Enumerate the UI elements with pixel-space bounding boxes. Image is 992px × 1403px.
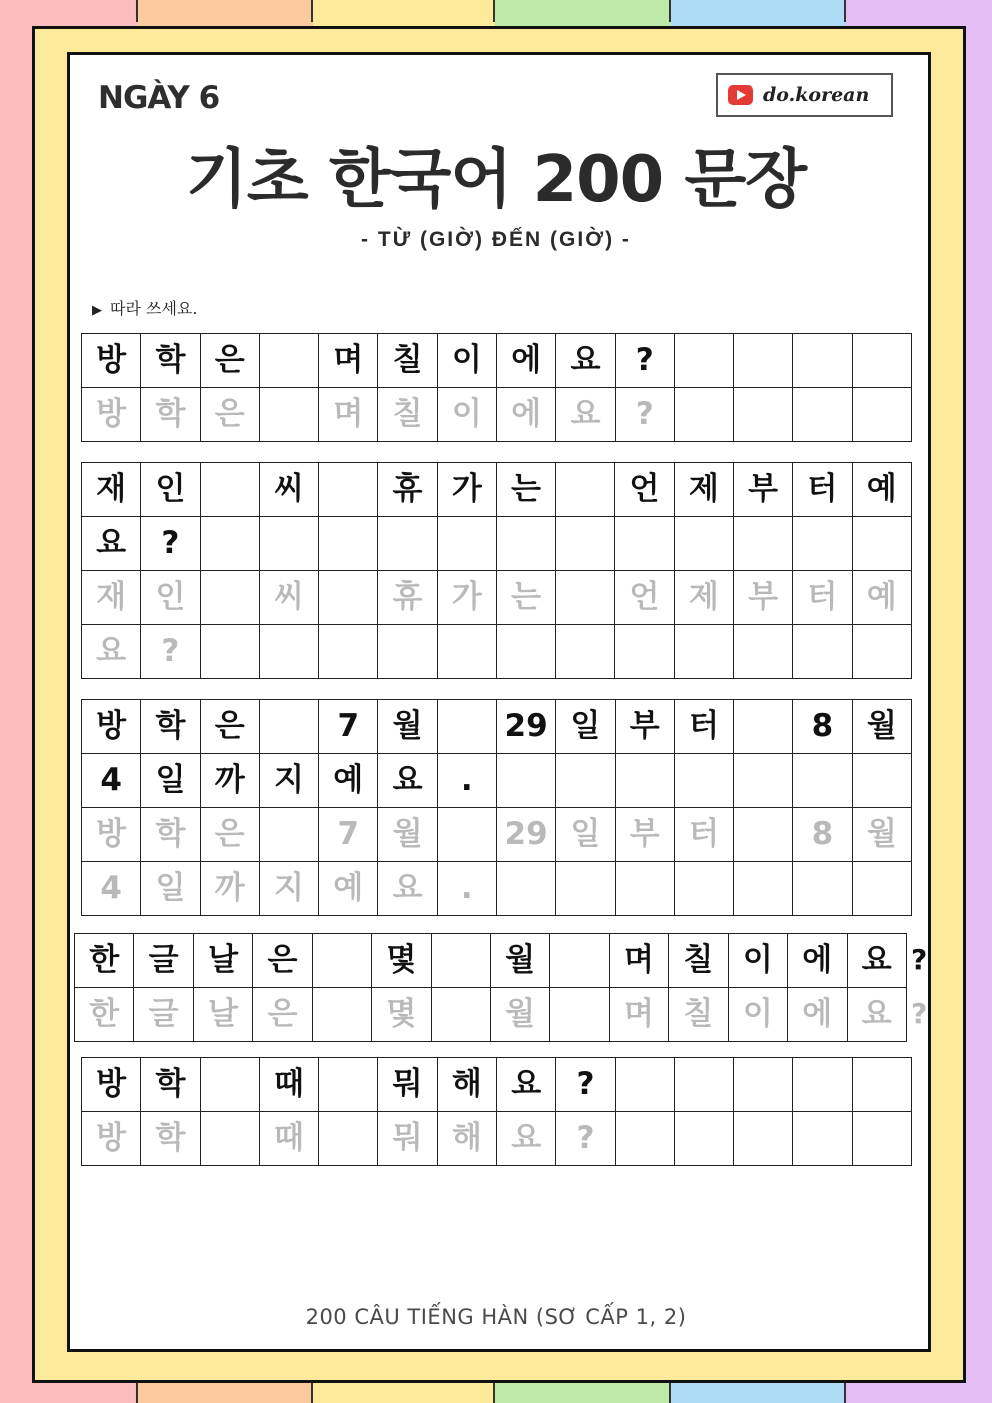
grid-cell[interactable]	[793, 1058, 852, 1112]
grid-cell[interactable]: 언	[615, 571, 674, 625]
grid-cell[interactable]	[733, 625, 792, 679]
grid-cell[interactable]: 요	[556, 388, 615, 442]
page-title: 기초 한국어 200 문장	[185, 143, 807, 217]
grid-cell[interactable]: 는	[496, 571, 555, 625]
grid-cell[interactable]: ?	[141, 625, 200, 679]
overflow-mark: ?	[911, 943, 928, 976]
grid-cell[interactable]: 4	[82, 862, 141, 916]
grid-cell[interactable]	[496, 625, 555, 679]
grid-cell[interactable]: 터	[674, 808, 733, 862]
grid-cell[interactable]: 부	[615, 808, 674, 862]
grid-cell[interactable]: 월	[378, 808, 437, 862]
grid-cell[interactable]: 요	[556, 334, 615, 388]
grid-cell[interactable]: 은	[200, 808, 259, 862]
grid-cell[interactable]	[734, 334, 793, 388]
grid-cell[interactable]: 씨	[259, 571, 318, 625]
grid-cell[interactable]: 29	[496, 808, 555, 862]
grid-cell[interactable]: 해	[437, 1112, 496, 1166]
grid-cell[interactable]	[550, 934, 609, 988]
grid-cell[interactable]: 29	[496, 700, 555, 754]
grid-cell[interactable]: 는	[496, 463, 555, 517]
grid-cell[interactable]	[674, 388, 733, 442]
grid-cell[interactable]: 에	[497, 334, 556, 388]
grid-cell[interactable]: 재	[82, 571, 141, 625]
grid-cell[interactable]: 요	[82, 517, 141, 571]
grid-cell[interactable]	[674, 754, 733, 808]
grid-cell[interactable]	[615, 862, 674, 916]
grid-cell[interactable]	[734, 1058, 793, 1112]
grid-cell[interactable]	[852, 754, 911, 808]
grid-cell[interactable]: 은	[200, 334, 259, 388]
grid-cell[interactable]	[200, 625, 259, 679]
grid-cell[interactable]: 은	[200, 388, 259, 442]
trace-row	[75, 988, 907, 1042]
channel-name: do.korean	[763, 84, 870, 106]
grid-cell[interactable]: 이	[728, 934, 787, 988]
grid-cell[interactable]: 재	[82, 463, 141, 517]
grid-cell[interactable]	[259, 808, 318, 862]
grid-cell[interactable]: 일	[141, 862, 200, 916]
grid-cell[interactable]: 며	[609, 988, 668, 1042]
grid-cell[interactable]	[556, 625, 615, 679]
grid-cell[interactable]	[733, 517, 792, 571]
grid-cell[interactable]: 월	[490, 934, 549, 988]
grid-cell[interactable]	[852, 862, 911, 916]
day-label: NGÀY 6	[98, 80, 220, 116]
model-row	[82, 334, 912, 388]
trace-row	[82, 808, 912, 862]
grid-cell[interactable]	[437, 625, 496, 679]
grid-cell[interactable]: 뭐	[378, 1058, 437, 1112]
grid-cell[interactable]	[200, 517, 259, 571]
grid-cell[interactable]: 글	[134, 934, 193, 988]
grid-cell[interactable]: 학	[141, 700, 200, 754]
grid-cell[interactable]	[852, 1112, 911, 1166]
grid-cell[interactable]	[734, 808, 793, 862]
grid-cell[interactable]	[793, 334, 852, 388]
grid-cell[interactable]: 에	[788, 934, 847, 988]
grid-cell[interactable]	[674, 517, 733, 571]
grid-cell[interactable]: 예	[852, 571, 911, 625]
grid-cell[interactable]	[674, 1112, 733, 1166]
grid-cell[interactable]	[734, 388, 793, 442]
grid-cell[interactable]	[615, 754, 674, 808]
grid-cell[interactable]: 부	[733, 463, 792, 517]
grid-cell[interactable]: 월	[852, 808, 911, 862]
grid-cell[interactable]	[852, 625, 911, 679]
grid-cell[interactable]	[431, 988, 490, 1042]
grid-cell[interactable]: 인	[141, 571, 200, 625]
grid-cell[interactable]	[431, 934, 490, 988]
grid-cell[interactable]: 일	[556, 700, 615, 754]
grid-cell[interactable]	[496, 517, 555, 571]
grid-cell[interactable]: 요	[82, 625, 141, 679]
grid-cell[interactable]	[319, 1112, 378, 1166]
grid-cell[interactable]: .	[437, 754, 496, 808]
grid-cell[interactable]: 해	[437, 1058, 496, 1112]
grid-cell[interactable]: 7	[319, 808, 378, 862]
grid-cell[interactable]	[259, 700, 318, 754]
grid-cell[interactable]: 까	[200, 862, 259, 916]
model-row	[82, 463, 912, 517]
grid-cell[interactable]	[793, 862, 852, 916]
trace-row	[82, 862, 912, 916]
grid-cell[interactable]	[259, 388, 318, 442]
grid-cell[interactable]	[200, 1058, 259, 1112]
grid-cell[interactable]: 며	[609, 934, 668, 988]
grid-cell[interactable]	[312, 988, 371, 1042]
sentence-grid-2	[81, 462, 912, 679]
grid-cell[interactable]: 요	[847, 934, 907, 988]
grid-cell[interactable]: 날	[193, 988, 252, 1042]
grid-cell[interactable]	[734, 754, 793, 808]
grid-cell[interactable]: 몇	[372, 988, 431, 1042]
grid-cell[interactable]	[852, 334, 911, 388]
grid-cell[interactable]: 언	[615, 463, 674, 517]
grid-cell[interactable]	[615, 1112, 674, 1166]
model-row	[82, 1058, 912, 1112]
grid-cell[interactable]	[319, 517, 378, 571]
grid-cell[interactable]	[437, 808, 496, 862]
grid-cell[interactable]	[793, 517, 852, 571]
grid-cell[interactable]: 예	[319, 754, 378, 808]
grid-cell[interactable]: ?	[556, 1058, 615, 1112]
grid-cell[interactable]: 은	[253, 988, 312, 1042]
sentence-grid-1	[81, 333, 912, 442]
grid-cell[interactable]	[259, 517, 318, 571]
grid-cell[interactable]: 칠	[378, 334, 437, 388]
youtube-icon	[728, 85, 753, 105]
grid-cell[interactable]	[852, 517, 911, 571]
grid-cell[interactable]: 이	[437, 334, 496, 388]
grid-cell[interactable]: 칠	[669, 988, 728, 1042]
grid-cell[interactable]	[852, 1058, 911, 1112]
grid-cell[interactable]	[674, 1058, 733, 1112]
grid-cell[interactable]: 며	[319, 388, 378, 442]
grid-cell[interactable]: 예	[852, 463, 911, 517]
grid-cell[interactable]: 휴	[378, 571, 437, 625]
grid-cell[interactable]: 4	[82, 754, 141, 808]
grid-cell[interactable]: 날	[193, 934, 252, 988]
grid-cell[interactable]	[200, 1112, 259, 1166]
grid-cell[interactable]: 글	[134, 988, 193, 1042]
grid-cell[interactable]: ?	[615, 388, 674, 442]
grid-cell[interactable]: 방	[82, 808, 141, 862]
grid-cell[interactable]: 가	[437, 571, 496, 625]
grid-cell[interactable]: 지	[259, 754, 318, 808]
grid-cell[interactable]: 한	[75, 934, 134, 988]
grid-cell[interactable]: 월	[378, 700, 437, 754]
grid-cell[interactable]	[734, 1112, 793, 1166]
grid-cell[interactable]: 학	[141, 1112, 200, 1166]
grid-cell[interactable]: 이	[437, 388, 496, 442]
grid-cell[interactable]: 월	[852, 700, 911, 754]
grid-cell[interactable]: 뭐	[378, 1112, 437, 1166]
grid-cell[interactable]	[556, 517, 615, 571]
grid-cell[interactable]: 방	[82, 1112, 141, 1166]
grid-cell[interactable]	[312, 934, 371, 988]
grid-cell[interactable]: 칠	[378, 388, 437, 442]
sentence-grid-3	[81, 699, 912, 916]
grid-cell[interactable]: 제	[674, 571, 733, 625]
trace-row	[82, 388, 912, 442]
grid-cell[interactable]	[674, 862, 733, 916]
grid-cell[interactable]: 터	[674, 700, 733, 754]
grid-cell[interactable]: 은	[200, 700, 259, 754]
grid-cell[interactable]	[556, 862, 615, 916]
grid-cell[interactable]: 까	[200, 754, 259, 808]
page-subtitle: - TỪ (GIỜ) ĐẾN (GIỜ) -	[361, 228, 631, 251]
grid-cell[interactable]	[734, 700, 793, 754]
grid-cell[interactable]: 한	[75, 988, 134, 1042]
model-row	[82, 517, 912, 571]
grid-cell[interactable]	[378, 517, 437, 571]
grid-cell[interactable]: 에	[497, 388, 556, 442]
grid-cell[interactable]: 예	[319, 862, 378, 916]
grid-cell[interactable]: 이	[728, 988, 787, 1042]
sentence-grid-4	[74, 933, 907, 1042]
overflow-mark: ?	[911, 997, 928, 1030]
grid-cell[interactable]: 요	[497, 1058, 556, 1112]
grid-cell[interactable]: 요	[847, 988, 907, 1042]
grid-cell[interactable]: .	[437, 862, 496, 916]
model-row	[75, 934, 907, 988]
grid-cell[interactable]	[378, 625, 437, 679]
grid-cell[interactable]: 부	[733, 571, 792, 625]
grid-cell[interactable]: 씨	[259, 463, 318, 517]
grid-cell[interactable]	[793, 754, 852, 808]
grid-cell[interactable]: 인	[141, 463, 200, 517]
grid-cell[interactable]	[319, 571, 378, 625]
grid-cell[interactable]	[550, 988, 609, 1042]
grid-cell[interactable]: 학	[141, 808, 200, 862]
grid-cell[interactable]: 일	[556, 808, 615, 862]
grid-cell[interactable]	[556, 463, 615, 517]
grid-cell[interactable]: 지	[259, 862, 318, 916]
grid-cell[interactable]: 가	[437, 463, 496, 517]
grid-cell[interactable]	[793, 388, 852, 442]
grid-cell[interactable]: 제	[674, 463, 733, 517]
model-row	[82, 700, 912, 754]
grid-cell[interactable]: 휴	[378, 463, 437, 517]
grid-cell[interactable]: 은	[253, 934, 312, 988]
grid-cell[interactable]	[259, 625, 318, 679]
grid-cell[interactable]: 부	[615, 700, 674, 754]
grid-cell[interactable]	[615, 1058, 674, 1112]
grid-cell[interactable]: 방	[82, 388, 141, 442]
grid-cell[interactable]: 8	[793, 700, 852, 754]
grid-cell[interactable]: 에	[788, 988, 847, 1042]
grid-cell[interactable]: 일	[141, 754, 200, 808]
grid-cell[interactable]	[200, 463, 259, 517]
grid-cell[interactable]: 터	[793, 571, 852, 625]
grid-cell[interactable]	[734, 862, 793, 916]
trace-row	[82, 571, 912, 625]
grid-cell[interactable]	[615, 625, 674, 679]
grid-cell[interactable]	[319, 463, 378, 517]
sentence-grid-5	[81, 1057, 912, 1166]
grid-cell[interactable]: 8	[793, 808, 852, 862]
grid-cell[interactable]	[437, 517, 496, 571]
grid-cell[interactable]: 학	[141, 388, 200, 442]
grid-cell[interactable]	[496, 754, 555, 808]
play-marker-icon: ▶	[92, 303, 102, 318]
grid-cell[interactable]	[674, 334, 733, 388]
grid-cell[interactable]: 때	[259, 1112, 318, 1166]
grid-cell[interactable]: 방	[82, 700, 141, 754]
grid-cell[interactable]: 학	[141, 1058, 200, 1112]
grid-cell[interactable]: 터	[793, 463, 852, 517]
grid-cell[interactable]	[496, 862, 555, 916]
grid-cell[interactable]	[556, 571, 615, 625]
grid-cell[interactable]: 월	[490, 988, 549, 1042]
grid-cell[interactable]: 요	[378, 754, 437, 808]
grid-cell[interactable]: 몇	[372, 934, 431, 988]
grid-cell[interactable]	[319, 625, 378, 679]
grid-cell[interactable]	[556, 754, 615, 808]
trace-row	[82, 1112, 912, 1166]
grid-cell[interactable]: 요	[378, 862, 437, 916]
grid-cell[interactable]	[200, 571, 259, 625]
grid-cell[interactable]: 방	[82, 1058, 141, 1112]
grid-cell[interactable]: 방	[82, 334, 141, 388]
footer-text: 200 CÂU TIẾNG HÀN (SƠ CẤP 1, 2)	[305, 1305, 687, 1329]
grid-cell[interactable]: ?	[615, 334, 674, 388]
grid-cell[interactable]: 때	[259, 1058, 318, 1112]
grid-cell[interactable]	[319, 1058, 378, 1112]
grid-cell[interactable]	[793, 1112, 852, 1166]
instruction	[92, 296, 197, 319]
instruction-text: 따라 쓰세요.	[110, 299, 198, 318]
grid-cell[interactable]: 7	[319, 700, 378, 754]
grid-cell[interactable]: 요	[497, 1112, 556, 1166]
grid-cell[interactable]: ?	[556, 1112, 615, 1166]
channel-badge	[716, 73, 893, 117]
grid-cell[interactable]	[437, 700, 496, 754]
grid-cell[interactable]: 칠	[669, 934, 728, 988]
grid-cell[interactable]	[852, 388, 911, 442]
grid-cell[interactable]	[615, 517, 674, 571]
grid-cell[interactable]: ?	[141, 517, 200, 571]
grid-cell[interactable]	[793, 625, 852, 679]
grid-cell[interactable]: 학	[141, 334, 200, 388]
grid-cell[interactable]	[259, 334, 318, 388]
model-row	[82, 754, 912, 808]
grid-cell[interactable]: 며	[319, 334, 378, 388]
grid-cell[interactable]	[674, 625, 733, 679]
trace-row	[82, 625, 912, 679]
